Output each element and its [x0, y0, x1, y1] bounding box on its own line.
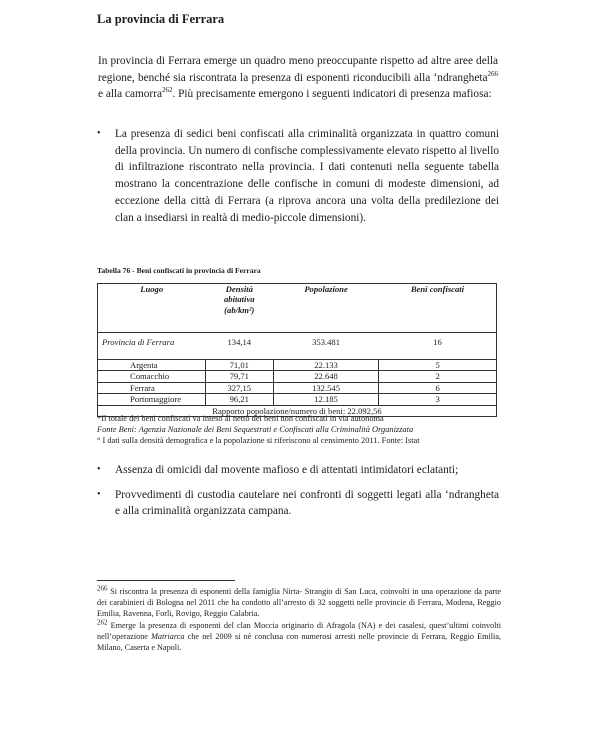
list-item-text: Provvedimenti di custodia cautelare nei confronti di soggetti legati alla ‘ndrangheta e alla criminalità organizzata campana.	[115, 488, 499, 518]
table-row	[98, 382, 497, 393]
cell-beni: 2	[379, 371, 497, 382]
footnote-ref-266[interactable]: 266	[487, 69, 498, 78]
footnote-number: 262	[97, 617, 108, 626]
confiscated-assets-table	[97, 283, 497, 417]
footnote-266	[97, 586, 501, 620]
table-header-row	[98, 284, 497, 333]
footnote-ref-262[interactable]: 262	[161, 86, 173, 95]
cell-name: Ferrara	[98, 382, 206, 393]
table-row	[98, 394, 497, 405]
section-title: La provincia di Ferrara	[97, 12, 225, 26]
cell-name: Portomaggiore	[98, 394, 206, 405]
cell-name: Comacchio	[98, 371, 206, 382]
cell-beni: 6	[379, 382, 497, 393]
footnote-text: che nel 2009 si nè conclusa con numerosi arresti nelle provincie di Ferrara, Reggio Emilia, Milano, Caserta e Napoli.	[97, 631, 501, 653]
header-luogo: Luogo	[98, 284, 206, 333]
footnotes	[97, 586, 501, 653]
operation-name: Matriarca	[151, 631, 185, 641]
list-item	[97, 126, 499, 226]
table-row	[98, 360, 497, 371]
header-beni: Beni confiscati	[379, 284, 497, 333]
cell-popolazione: 22.133	[273, 360, 379, 371]
cell-province-popolazione: 353.481	[273, 333, 379, 360]
cell-densita: 96,21	[205, 394, 273, 405]
footnote-text: Emerge la presenza di esponenti del clan Moccia originario di Afragola (NA) e dei casalesi, quest’ultimi coinvolti nell’operazione	[97, 620, 501, 641]
footnote-number: 266	[97, 584, 108, 593]
cell-province-densita: 134,14	[205, 333, 273, 360]
list-item-text: Assenza di omicidi dal movente mafioso e di attentati intimidatori eclatanti;	[115, 464, 459, 476]
note-total: *Il totale dei beni confiscati va inteso al netto dei beni non confiscati in via autonoma	[97, 414, 384, 423]
cell-beni: 5	[379, 360, 497, 371]
ratio-cell: Rapporto popolazione/numero di beni: 22.092,56	[98, 405, 497, 416]
cell-popolazione: 22.648	[273, 371, 379, 382]
list-item	[97, 462, 499, 479]
cell-popolazione: 132.545	[273, 382, 379, 393]
cell-province-beni: 16	[379, 333, 497, 360]
note-source: Fonte Beni: Agenzia Nazionale dei Beni Sequestrati e Confiscati alla Criminalità Organizzata	[97, 425, 414, 434]
intro-text-2: e alla camorra	[98, 88, 162, 101]
cell-beni: 3	[379, 394, 497, 405]
bullet-icon: •	[97, 464, 101, 475]
list-item-text: La presenza di sedici beni confiscati alla criminalità organizzata in quattro comuni della provincia. Un numero di confische complessivamente elevato rispetto al livello di infiltrazione riscontrato nella provincia. I dati contenuti nella seguente tabella mostrano la concentrazione delle confische in comuni di modeste dimensioni, ad eccezione della città di Ferrara (a riprova ancora una volta della predilezione dei clan a insediarsi in realtà di medio-piccole dimensioni).	[115, 128, 499, 224]
cell-province-name: Provincia di Ferrara	[98, 333, 206, 360]
intro-text-3: . Più precisamente emergono i seguenti indicatori di presenza mafiosa:	[172, 88, 492, 101]
cell-popolazione: 12.185	[273, 394, 379, 405]
indicator-list	[97, 126, 499, 226]
intro-text-1: In provincia di Ferrara emerge un quadro meno preoccupante rispetto ad altre aree della regione, benché sia riscontrata la presenza di esponenti riconducibili alla ‘ndrangheta	[98, 55, 498, 84]
header-popolazione: Popolazione	[273, 284, 379, 333]
table-row-province	[98, 333, 497, 360]
table-notes	[97, 413, 499, 446]
note-census: ° I dati sulla densità demografica e la popolazione si riferiscono al censimento 2011. Fonte: Istat	[97, 436, 420, 445]
cell-densita: 71,01	[205, 360, 273, 371]
indicator-list-2	[97, 462, 499, 528]
footnote-262	[97, 617, 501, 654]
cell-densita: 79,71	[205, 371, 273, 382]
table-caption: Tabella 76 - Beni confiscati in provincia di Ferrara	[97, 266, 261, 275]
bullet-icon: •	[97, 488, 101, 500]
header-densita: Densità abitativa (ab/km²)	[205, 284, 273, 333]
table-row	[98, 371, 497, 382]
footnote-separator	[97, 580, 235, 581]
cell-densita: 327,15	[205, 382, 273, 393]
footnote-text: Si riscontra la presenza di esponenti della famiglia Nirta- Strangio di San Luca, coinvolti in una operazione da parte dei carabinieri di Bologna nel 2011 che ha condotto all’arresto di 32 soggetti nelle provincie di Ferrara, Modena, Reggio Emilia, Ravenna, Forlì, Rovigo, Reggio Calabria.	[97, 587, 501, 619]
intro-paragraph	[98, 53, 498, 103]
cell-name: Argenta	[98, 360, 206, 371]
bullet-icon: •	[97, 128, 101, 139]
list-item	[97, 487, 499, 520]
